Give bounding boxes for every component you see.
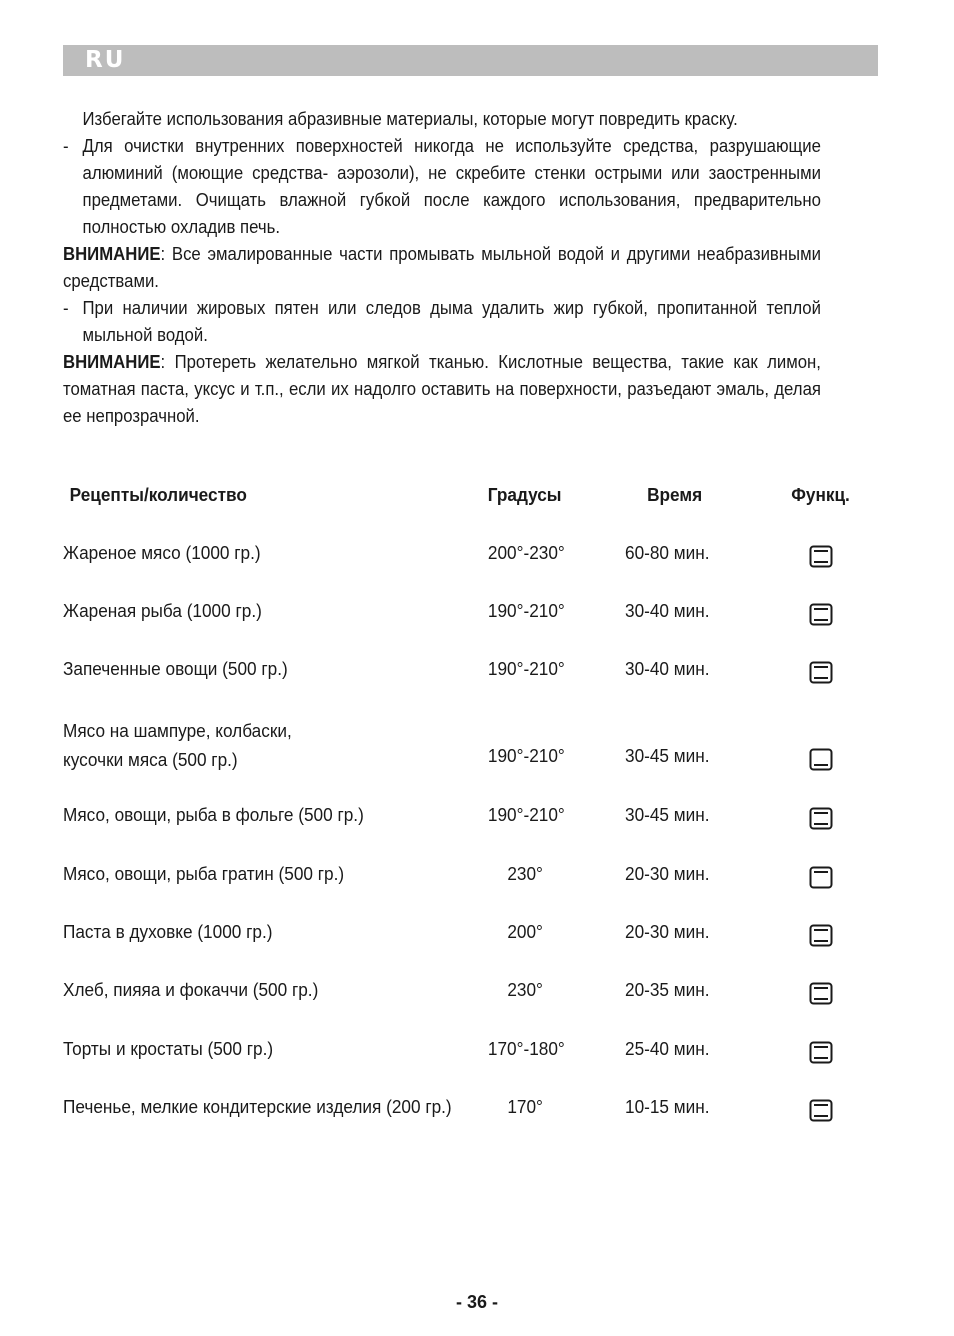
table-row (63, 804, 878, 834)
table-row (63, 716, 878, 774)
table-row (63, 979, 878, 1009)
oven-top-bottom-icon (809, 924, 833, 947)
language-code: RU (85, 47, 126, 73)
recipe-temp: 190°-210° (487, 600, 565, 621)
dash-bullet: - (63, 298, 69, 318)
cleaning-instructions (63, 106, 821, 430)
list-item-text: При наличии жировых пятен или следов дыма удалить жир губкой, пропитанной теплой мыльной водой. (82, 298, 821, 345)
recipe-temp: 190°-210° (487, 745, 565, 766)
warning-enamel (63, 241, 821, 295)
header-func: Функц. (791, 484, 850, 505)
table-row (63, 1038, 878, 1068)
warning-acid (63, 349, 821, 430)
recipe-name: Торты и кростаты (500 гр.) (63, 1038, 274, 1059)
list-item-grease (63, 295, 821, 349)
recipe-name: Хлеб, пияяа и фокаччи (500 гр.) (63, 979, 319, 1000)
table-row (63, 921, 878, 951)
recipe-time: 20-30 мин. (625, 863, 710, 884)
header-temp: Градусы (488, 484, 562, 505)
language-header-bar (63, 45, 878, 76)
recipe-temp: 230° (507, 979, 543, 1000)
recipe-name: Паста в духовке (1000 гр.) (63, 921, 273, 942)
page-number: - 36 - (455, 1292, 498, 1312)
recipe-time: 30-40 мин. (625, 600, 710, 621)
table-row (63, 863, 878, 893)
recipe-time: 20-35 мин. (625, 979, 710, 1000)
list-item-interior (63, 133, 821, 241)
recipe-name: Жареное мясо (1000 гр.) (63, 542, 261, 563)
recipe-name: Печенье, мелкие кондитерские изделия (200 гр.) (63, 1096, 452, 1117)
recipe-temp: 170°-180° (487, 1038, 565, 1059)
warning-label: ВНИМАНИЕ (63, 244, 161, 264)
warning-text: : Протереть желательно мягкой тканью. Кислотные вещества, такие как лимон, томатная паста, уксус и т.п., если их надолго оставить на поверхности, разъедают эмаль, делая ее непрозрачной. (63, 352, 821, 426)
recipe-name: Мясо, овощи, рыба гратин (500 гр.) (63, 863, 345, 884)
header-recipe: Рецепты/количество (69, 484, 247, 505)
oven-top-bottom-icon (809, 1099, 833, 1122)
table-row (63, 542, 878, 572)
oven-top-bottom-icon (809, 545, 833, 568)
recipe-time: 60-80 мин. (625, 542, 710, 563)
recipe-time: 30-40 мин. (625, 658, 710, 679)
header-time: Время (647, 484, 703, 505)
recipe-table-header (63, 484, 878, 514)
oven-top-icon (809, 866, 833, 889)
oven-top-bottom-icon (809, 661, 833, 684)
oven-top-bottom-icon (809, 982, 833, 1005)
recipe-time: 10-15 мин. (625, 1096, 710, 1117)
table-row (63, 658, 878, 688)
recipe-time: 25-40 мин. (625, 1038, 710, 1059)
dash-bullet: - (63, 136, 69, 156)
recipe-time: 30-45 мин. (625, 745, 710, 766)
recipe-temp: 200°-230° (487, 542, 565, 563)
recipe-temp: 190°-210° (487, 804, 565, 825)
recipe-name: Жареная рыба (1000 гр.) (63, 600, 262, 621)
table-row (63, 600, 878, 630)
warning-label: ВНИМАНИЕ (63, 352, 161, 372)
warning-text: : Все эмалированные части промывать мыльной водой и другими неабразивными средствами. (63, 244, 821, 291)
recipe-name: Запеченные овощи (500 гр.) (63, 658, 288, 679)
oven-top-bottom-icon (809, 1041, 833, 1064)
list-item-text: Для очистки внутренних поверхностей никогда не используйте средства, разрушающие алюминий (моющие средства- аэрозоли), не скребите стенки острыми или заостренными предметами. Очищать влажной губкой после каждого использования, предварительно полностью охладив печь. (82, 136, 821, 237)
recipe-name: Мясо, овощи, рыба в фольге (500 гр.) (63, 804, 364, 825)
recipe-temp: 230° (507, 863, 543, 884)
recipe-time: 20-30 мин. (625, 921, 710, 942)
recipe-time: 30-45 мин. (625, 804, 710, 825)
oven-top-bottom-icon (809, 807, 833, 830)
recipe-name: Мясо на шампуре, колбаски, кусочки мяса (500 гр.) (63, 720, 292, 770)
oven-bottom-icon (809, 748, 833, 771)
recipe-temp: 170° (507, 1096, 543, 1117)
oven-top-bottom-icon (809, 603, 833, 626)
recipe-temp: 200° (507, 921, 543, 942)
recipe-temp: 190°-210° (487, 658, 565, 679)
paragraph-abrasive: Избегайте использования абразивные материалы, которые могут повредить краску. (82, 109, 738, 129)
table-row (63, 1096, 878, 1126)
